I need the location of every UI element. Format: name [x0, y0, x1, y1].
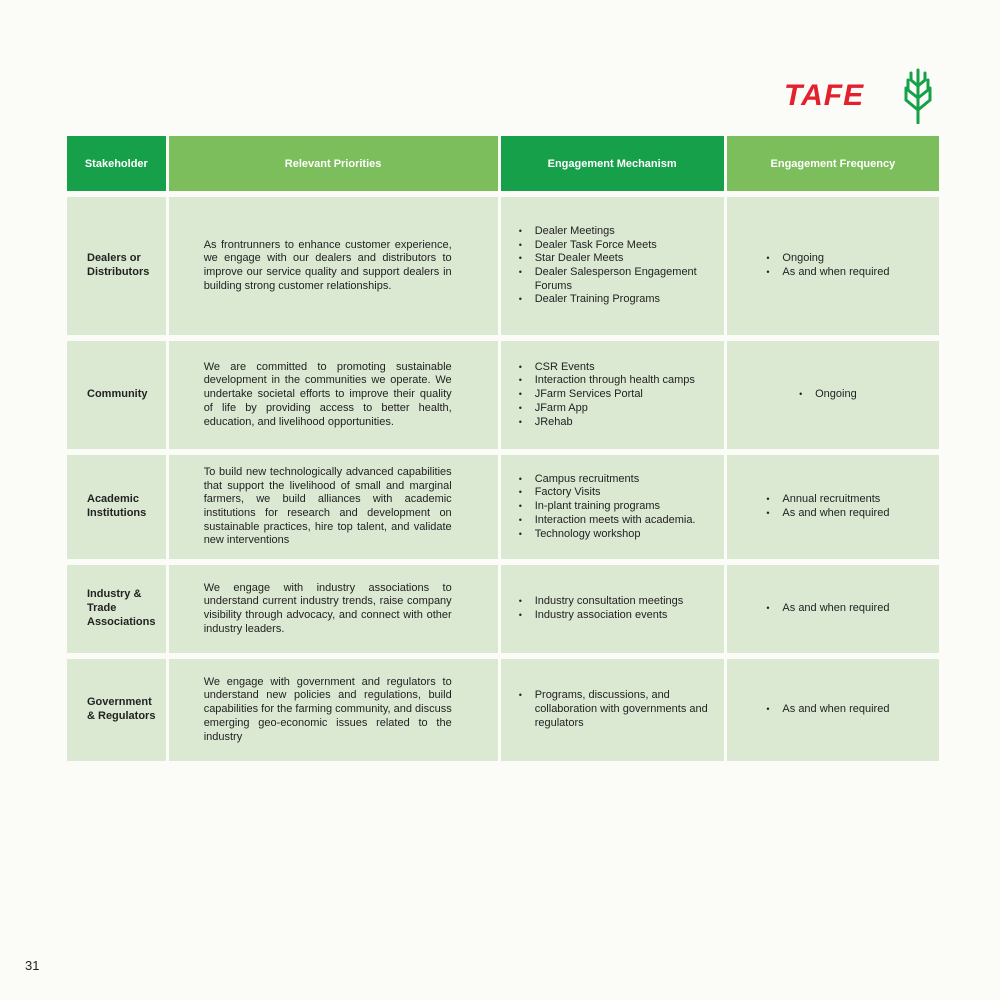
priorities-cell — [169, 659, 498, 761]
frequency-item: • Annual recruitments — [766, 493, 889, 507]
mechanism-item: • Interaction meets with academia. — [519, 514, 696, 528]
priorities-text: We are committed to promoting sustainable development in the communities we operate. We undertake societal efforts to improve their quality of life by providing access to better health, education, and livelihood opportunities. — [203, 360, 452, 428]
mechanism-item: • Interaction through health camps — [519, 374, 695, 388]
frequency-item: • As and when required — [766, 602, 889, 616]
stakeholder-cell — [67, 197, 166, 335]
stakeholder-engagement-table — [67, 136, 939, 761]
table-row — [67, 197, 939, 335]
frequency-item: • As and when required — [766, 703, 889, 717]
table-row — [67, 565, 939, 653]
mechanism-item: • Dealer Salesperson Engagement Forums — [519, 266, 724, 293]
mechanism-list — [519, 473, 696, 542]
mechanism-item: • Programs, discussions, and collaboration with governments and regulators — [519, 689, 724, 730]
stakeholder-label: Industry & Trade Associations — [87, 588, 156, 628]
mechanism-item: • Technology workshop — [519, 528, 696, 542]
priorities-cell — [169, 197, 498, 335]
header-relevant-priorities: Relevant Priorities — [169, 136, 498, 191]
stakeholder-label: Government & Regulators — [87, 696, 156, 722]
frequency-cell — [727, 455, 939, 559]
frequency-cell — [727, 341, 939, 449]
frequency-item: • Ongoing — [766, 252, 889, 266]
frequency-list — [799, 388, 857, 402]
priorities-cell — [169, 565, 498, 653]
mechanism-item: • Dealer Training Programs — [519, 293, 724, 307]
tafe-logo — [784, 66, 936, 126]
header-engagement-mechanism: Engagement Mechanism — [501, 136, 724, 191]
mechanism-cell — [501, 659, 724, 761]
mechanism-item: • Industry association events — [519, 609, 684, 623]
priorities-text: As frontrunners to enhance customer experience, we engage with our dealers and distributors to improve our service quality and support dealers in building strong customer relationships. — [203, 238, 452, 292]
page-number: 31 — [25, 958, 40, 973]
frequency-list — [766, 703, 889, 717]
stakeholder-cell — [67, 455, 166, 559]
mechanism-item: • Industry consultation meetings — [519, 595, 684, 609]
mechanism-item: • JRehab — [519, 416, 695, 430]
frequency-cell — [727, 659, 939, 761]
mechanism-item: • CSR Events — [519, 361, 695, 375]
mechanism-item: • Dealer Meetings — [519, 225, 724, 239]
frequency-item: • As and when required — [766, 266, 889, 280]
logo-text: TAFE — [784, 79, 865, 112]
frequency-item: • As and when required — [766, 507, 889, 521]
mechanism-item: • Star Dealer Meets — [519, 252, 724, 266]
priorities-cell — [169, 341, 498, 449]
stakeholder-label: Academic Institutions — [87, 493, 147, 519]
table-header — [67, 136, 939, 191]
stakeholder-label: Dealers or Distributors — [87, 252, 150, 278]
frequency-cell — [727, 565, 939, 653]
mechanism-list — [519, 361, 695, 430]
mechanism-item: • Campus recruitments — [519, 473, 696, 487]
frequency-list — [766, 602, 889, 616]
mechanism-list — [519, 225, 724, 307]
mechanism-cell — [501, 341, 724, 449]
stakeholder-label: Community — [87, 388, 148, 401]
mechanism-item: • JFarm App — [519, 402, 695, 416]
frequency-list — [766, 252, 889, 279]
header-stakeholder: Stakeholder — [67, 136, 166, 191]
stakeholder-cell — [67, 565, 166, 653]
frequency-cell — [727, 197, 939, 335]
mechanism-cell — [501, 565, 724, 653]
mechanism-cell — [501, 197, 724, 335]
table-row — [67, 341, 939, 449]
mechanism-item: • Factory Visits — [519, 486, 696, 500]
stakeholder-cell — [67, 659, 166, 761]
mechanism-item: • Dealer Task Force Meets — [519, 239, 724, 253]
priorities-text: We engage with government and regulators to understand new policies and regulations, build capabilities for the farming community, and discuss emerging geo-economic issues related to the industry — [203, 675, 452, 743]
mechanism-cell — [501, 455, 724, 559]
table-row — [67, 659, 939, 761]
priorities-cell — [169, 455, 498, 559]
mechanism-item: • In-plant training programs — [519, 500, 696, 514]
mechanism-list — [519, 595, 684, 622]
mechanism-item: • JFarm Services Portal — [519, 388, 695, 402]
header-engagement-frequency: Engagement Frequency — [727, 136, 939, 191]
priorities-text: To build new technologically advanced capabilities that support the livelihood of small and marginal farmers, we build alliances with academic institutions for research and development on sustainable practices, hire top talent, and validate new interventions — [203, 465, 452, 547]
mechanism-list — [519, 689, 724, 730]
priorities-text: We engage with industry associations to understand current industry trends, raise company visibility through advocacy, and connect with other industry leaders. — [203, 581, 452, 635]
frequency-item: • Ongoing — [799, 388, 857, 402]
stakeholder-cell — [67, 341, 166, 449]
leaf-icon — [900, 66, 936, 124]
table-row — [67, 455, 939, 559]
frequency-list — [766, 493, 889, 520]
